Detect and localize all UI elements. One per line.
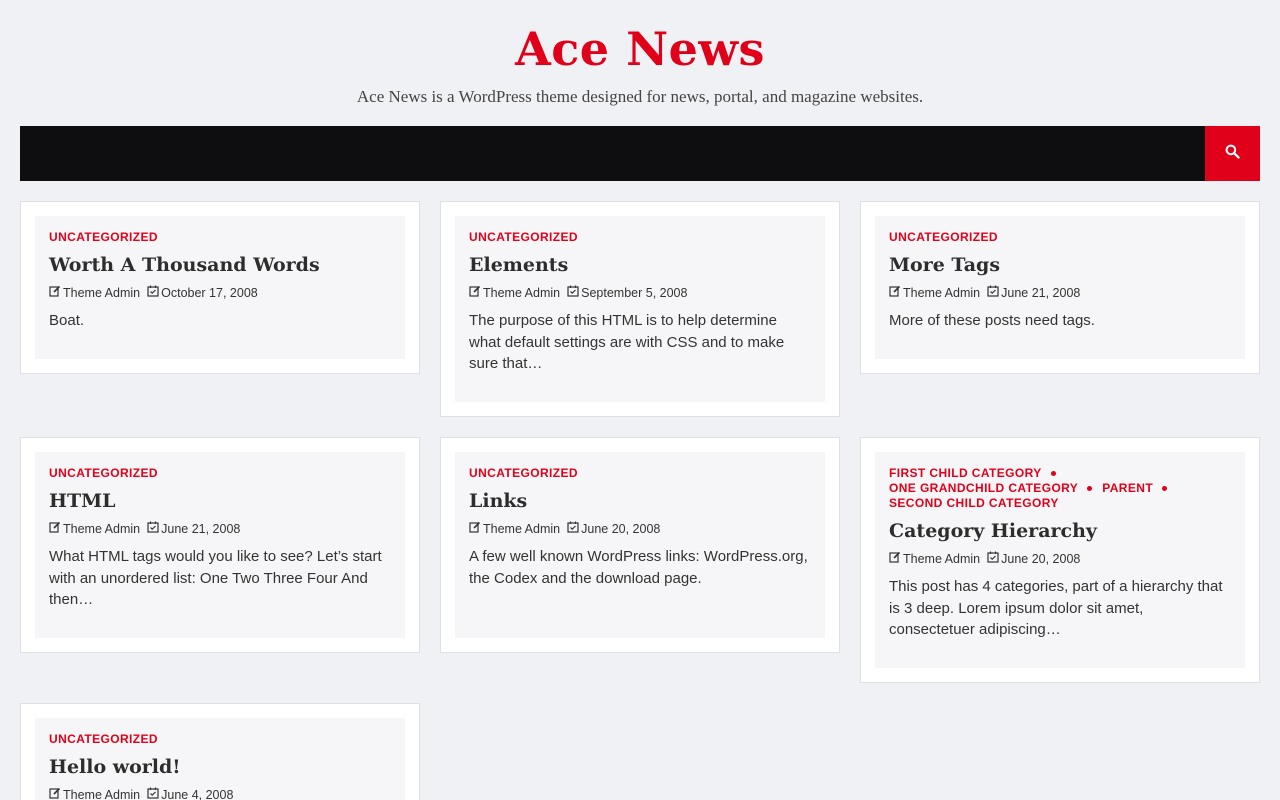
edit-icon <box>889 285 903 300</box>
post-author-link[interactable] <box>469 285 560 300</box>
post-title-link[interactable]: Category Hierarchy <box>889 520 1097 542</box>
search-button[interactable] <box>1205 126 1260 181</box>
post-categories <box>49 732 391 747</box>
post-title <box>469 253 811 277</box>
post-excerpt: The purpose of this HTML is to help determine what default settings are with CSS and to make sure that… <box>469 312 785 372</box>
post-title <box>49 253 391 277</box>
post-title <box>469 489 811 513</box>
post-meta <box>889 551 1231 566</box>
site-description: Ace News is a WordPress theme designed for news, portal, and magazine websites. <box>356 87 924 106</box>
edit-icon <box>49 285 63 300</box>
category-link[interactable]: UNCATEGORIZED <box>49 466 158 480</box>
calendar-check-icon <box>147 521 161 536</box>
category-link[interactable]: UNCATEGORIZED <box>49 732 158 746</box>
calendar-check-icon <box>987 551 1001 566</box>
post-title <box>49 755 391 779</box>
post-card <box>860 437 1260 683</box>
post-card <box>440 437 840 653</box>
post-date: June 20, 2008 <box>1001 551 1081 566</box>
site-title[interactable]: Ace News <box>515 22 765 76</box>
post-meta <box>49 285 391 300</box>
post-title-link[interactable]: HTML <box>49 490 116 512</box>
calendar-check-icon <box>567 285 581 300</box>
category-link[interactable]: UNCATEGORIZED <box>469 230 578 244</box>
post-author-link[interactable] <box>49 285 140 300</box>
post-excerpt: This post has 4 categories, part of a hierarchy that is 3 deep. Lorem ipsum dolor sit amet, consectetuer adipiscing… <box>889 578 1223 638</box>
category-link[interactable]: FIRST CHILD CATEGORY <box>889 466 1042 480</box>
post-date-link[interactable] <box>147 285 258 300</box>
category-separator <box>1087 486 1092 491</box>
category-link[interactable]: ONE GRANDCHILD CATEGORY <box>889 481 1079 495</box>
category-link[interactable]: UNCATEGORIZED <box>49 230 158 244</box>
category-link[interactable]: UNCATEGORIZED <box>469 466 578 480</box>
post-categories <box>889 230 1231 245</box>
post-date: September 5, 2008 <box>581 285 688 300</box>
post-categories <box>889 466 1231 511</box>
post-meta <box>469 285 811 300</box>
post-date-link[interactable] <box>567 285 687 300</box>
post-card <box>20 703 420 800</box>
post-author: Theme Admin <box>483 521 561 536</box>
edit-icon <box>469 285 483 300</box>
post-author-link[interactable] <box>889 285 980 300</box>
post-date: June 21, 2008 <box>1001 285 1081 300</box>
post-title <box>889 519 1231 543</box>
post-date-link[interactable] <box>147 787 233 800</box>
category-link[interactable]: UNCATEGORIZED <box>889 230 998 244</box>
category-link[interactable]: PARENT <box>1102 481 1154 495</box>
post-meta <box>469 521 811 536</box>
post-author-link[interactable] <box>889 551 980 566</box>
post-meta <box>49 787 391 800</box>
post-author: Theme Admin <box>63 787 141 800</box>
post-excerpt: Boat. <box>49 312 85 329</box>
calendar-check-icon <box>987 285 1001 300</box>
post-author-link[interactable] <box>49 521 140 536</box>
post-title-link[interactable]: More Tags <box>889 254 1001 276</box>
edit-icon <box>889 551 903 566</box>
edit-icon <box>469 521 483 536</box>
post-date-link[interactable] <box>987 285 1080 300</box>
category-separator <box>1162 486 1167 491</box>
post-date: October 17, 2008 <box>161 285 258 300</box>
post-author: Theme Admin <box>63 285 141 300</box>
post-card <box>20 201 420 374</box>
calendar-check-icon <box>147 285 161 300</box>
post-meta <box>49 521 391 536</box>
post-excerpt: A few well known WordPress links: WordPress.org, the Codex and the download page. <box>469 548 808 587</box>
post-date: June 21, 2008 <box>161 521 241 536</box>
post-title <box>49 489 391 513</box>
post-excerpt: More of these posts need tags. <box>889 312 1095 329</box>
search-icon <box>1225 144 1240 164</box>
post-categories <box>469 230 811 245</box>
post-title-link[interactable]: Elements <box>469 254 569 276</box>
post-card <box>20 437 420 653</box>
edit-icon <box>49 521 63 536</box>
post-author: Theme Admin <box>903 551 981 566</box>
post-date: June 20, 2008 <box>581 521 661 536</box>
category-link[interactable]: SECOND CHILD CATEGORY <box>889 496 1059 510</box>
post-title-link[interactable]: Hello world! <box>49 756 181 778</box>
post-categories <box>49 230 391 245</box>
post-categories <box>469 466 811 481</box>
post-date-link[interactable] <box>987 551 1080 566</box>
post-card <box>440 201 840 417</box>
post-title <box>889 253 1231 277</box>
edit-icon <box>49 787 63 800</box>
post-date-link[interactable] <box>147 521 240 536</box>
post-excerpt: What HTML tags would you like to see? Let’s start with an unordered list: One Two Three Four And then… <box>49 548 382 608</box>
post-card <box>860 201 1260 374</box>
post-author: Theme Admin <box>63 521 141 536</box>
post-categories <box>49 466 391 481</box>
main-navigation <box>20 126 1260 181</box>
category-separator <box>1051 471 1056 476</box>
post-title-link[interactable]: Worth A Thousand Words <box>49 254 320 276</box>
post-author-link[interactable] <box>469 521 560 536</box>
post-date-link[interactable] <box>567 521 660 536</box>
calendar-check-icon <box>567 521 581 536</box>
post-author: Theme Admin <box>903 285 981 300</box>
post-author: Theme Admin <box>483 285 561 300</box>
calendar-check-icon <box>147 787 161 800</box>
post-meta <box>889 285 1231 300</box>
post-author-link[interactable] <box>49 787 140 800</box>
post-title-link[interactable]: Links <box>469 490 528 512</box>
post-date: June 4, 2008 <box>161 787 234 800</box>
